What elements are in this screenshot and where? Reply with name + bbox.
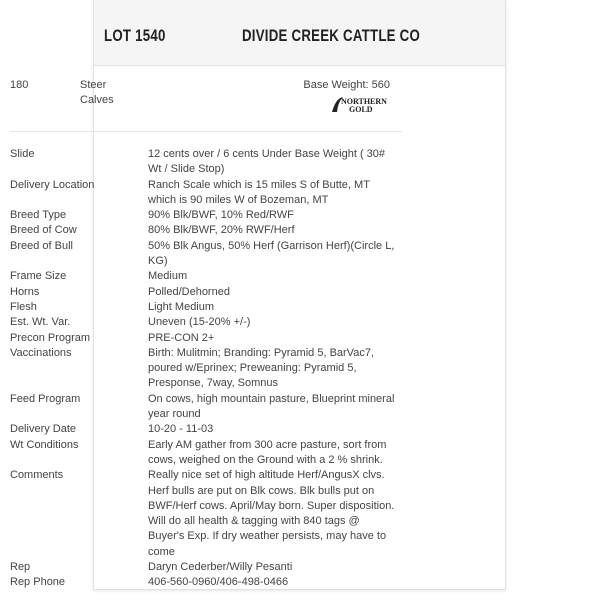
lot-number: LOT 1540 — [104, 26, 166, 45]
logo-line2: GOLD — [349, 105, 373, 113]
detail-value: PRE-CON 2+ — [148, 331, 215, 344]
detail-row — [10, 208, 405, 223]
detail-label: Est. Wt. Var. — [10, 316, 71, 329]
base-weight: Base Weight: 560 — [303, 79, 390, 91]
detail-row — [10, 315, 405, 330]
detail-label: Horns — [10, 285, 40, 298]
detail-label: Delivery Location — [10, 178, 95, 191]
detail-row — [10, 223, 405, 238]
logo-line1: NORTHERN — [341, 97, 387, 106]
detail-value: Birth: Mulitmin; Branding: Pyramid 5, BarVac7, poured w/Eprinex; Preweaning: Pyramid 5, Presponse, 7way, Somnus — [148, 346, 374, 390]
detail-label: Delivery Date — [10, 423, 77, 436]
detail-label: Rep — [10, 561, 31, 574]
detail-row — [10, 239, 405, 270]
detail-row — [10, 346, 405, 392]
detail-value: Ranch Scale which is 15 miles S of Butte, MT which is 90 miles W of Bozeman, MT — [148, 178, 370, 206]
detail-row — [10, 422, 405, 437]
detail-label: Slide — [10, 148, 35, 160]
detail-label: Wt Conditions — [10, 438, 79, 451]
head-count: 180 — [10, 79, 29, 91]
detail-row — [10, 178, 405, 209]
detail-label: Frame Size — [10, 270, 67, 283]
detail-value: 80% Blk/BWF, 20% RWF/Herf — [148, 224, 295, 237]
detail-label: Precon Program — [10, 331, 91, 344]
lot-header — [94, 0, 505, 66]
lot-details — [10, 147, 405, 591]
detail-row — [10, 438, 405, 469]
detail-label: Breed of Cow — [10, 224, 77, 237]
detail-value: 12 cents over / 6 cents Under Base Weight ( 30# Wt / Slide Stop) — [148, 148, 386, 176]
detail-value: On cows, high mountain pasture, Blueprint mineral year round — [148, 392, 395, 421]
detail-label: Breed of Bull — [10, 239, 73, 252]
detail-label: Flesh — [10, 300, 37, 313]
detail-row — [10, 331, 405, 346]
detail-row — [10, 468, 405, 560]
detail-row — [10, 300, 405, 315]
seller-name: DIVIDE CREEK CATTLE CO — [242, 26, 421, 45]
detail-row — [10, 147, 405, 178]
detail-label: Vaccinations — [10, 346, 72, 359]
detail-row — [10, 575, 405, 590]
detail-value: 90% Blk/BWF, 10% Red/RWF — [148, 209, 294, 222]
detail-value: Uneven (15-20% +/-) — [148, 316, 251, 329]
detail-value: Polled/Dehorned — [148, 285, 230, 298]
detail-value: 10-20 - 11-03 — [148, 423, 214, 436]
detail-label: Comments — [10, 469, 64, 482]
northern-gold-logo — [330, 95, 390, 113]
detail-label: Breed Type — [10, 209, 67, 222]
detail-value: 50% Blk Angus, 50% Herf (Garrison Herf)(Circle L, KG) — [148, 239, 395, 268]
detail-value: Daryn Cederber/Willy Pesanti — [148, 561, 293, 574]
detail-label: Rep Phone — [10, 576, 66, 589]
lot-summary — [10, 76, 402, 132]
detail-row — [10, 392, 405, 423]
detail-row — [10, 269, 405, 284]
cattle-type: Steer Calves — [80, 79, 114, 106]
detail-value: Really nice set of high altitude Herf/AngusX clvs. Herf bulls are put on Blk cows. Blk bulls put on BWF/Herf cows. April/May born. Super disposition. Will do all health & tagging with 840 tags @ Buyer's Exp. If dry weather persists, may have to come — [148, 469, 395, 558]
detail-label: Feed Program — [10, 392, 81, 405]
detail-value: 406-560-0960/406-498-0466 — [148, 576, 289, 589]
detail-value: Early AM gather from 300 acre pasture, sort from cows, weighed on the Ground with a 2 % shrink. — [148, 438, 387, 466]
detail-value: Light Medium — [148, 300, 215, 313]
detail-value: Medium — [148, 270, 188, 283]
detail-row — [10, 285, 405, 300]
detail-row — [10, 560, 405, 575]
